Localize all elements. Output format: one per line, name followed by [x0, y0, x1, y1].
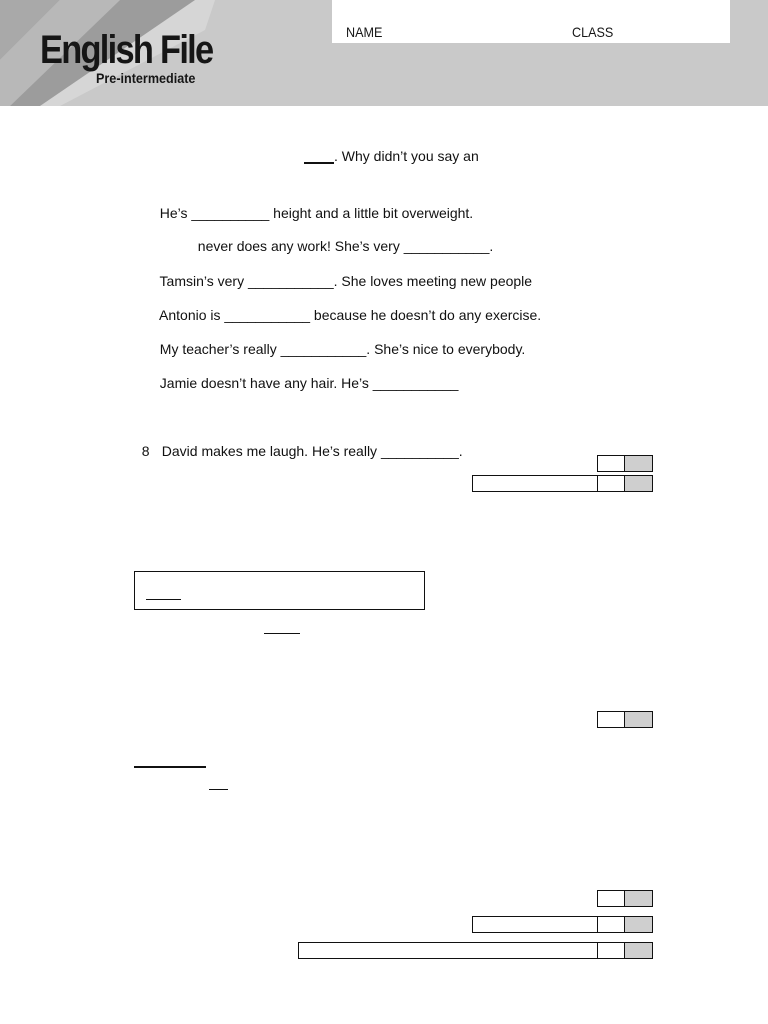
exercise-line-text: My teacher’s really ___________. She’s nice to everybody. — [159, 341, 526, 357]
score-cell[interactable] — [597, 475, 625, 492]
score-cell[interactable] — [597, 890, 625, 907]
example-answer-underline — [304, 162, 334, 164]
exercise-line-8 — [134, 427, 463, 459]
exercise-line-4 — [152, 291, 541, 323]
exercise-line-text: He’s __________ height and a little bit overweight. — [159, 205, 474, 221]
score-box — [597, 890, 653, 907]
score-label-cell — [472, 916, 597, 933]
score-box-wide — [472, 916, 653, 933]
score-box-grand-total — [298, 942, 653, 959]
score-box-wide — [472, 475, 653, 492]
exercise-line-text: Tamsin’s very ___________. She loves meeting new people — [159, 273, 533, 289]
exercise-line-text: never does any work! She’s very ___________. — [197, 238, 494, 254]
score-total-cell — [625, 475, 653, 492]
score-total-cell — [625, 711, 653, 728]
score-label-cell — [298, 942, 597, 959]
example-line: . Why didn’t you say an — [334, 148, 479, 164]
score-box — [597, 455, 653, 472]
exercise-line-1 — [152, 189, 473, 221]
name-label: NAME — [346, 24, 383, 40]
exercise-line-text: Jamie doesn’t have any hair. He’s ___________ — [159, 375, 459, 391]
logo-title: English File — [40, 28, 213, 72]
worksheet-header — [0, 0, 768, 106]
score-total-cell — [625, 916, 653, 933]
class-label: CLASS — [572, 24, 614, 40]
name-class-box — [332, 0, 730, 43]
exercise-line-6 — [152, 359, 458, 391]
exercise-line-3 — [152, 257, 532, 289]
logo-subtitle: Pre-intermediate — [96, 70, 196, 86]
score-cell[interactable] — [597, 916, 625, 933]
answer-underline — [209, 789, 228, 790]
score-cell[interactable] — [597, 711, 625, 728]
exercise-line-text: Antonio is ___________ because he doesn’t do any exercise. — [159, 307, 542, 323]
score-box — [597, 711, 653, 728]
exercise-line-2 — [190, 222, 493, 254]
score-cell[interactable] — [597, 942, 625, 959]
exercise-line-5 — [152, 325, 525, 357]
answer-underline — [134, 766, 206, 768]
exercise-line-number: 8 — [141, 443, 150, 459]
score-total-cell — [625, 942, 653, 959]
score-label-cell — [472, 475, 597, 492]
answer-underline — [264, 633, 300, 634]
exercise-line-text: David makes me laugh. He’s really __________. — [161, 443, 463, 459]
score-total-cell — [625, 455, 653, 472]
score-cell[interactable] — [597, 455, 625, 472]
answer-underline — [146, 599, 181, 600]
word-box — [134, 571, 425, 610]
score-total-cell — [625, 890, 653, 907]
